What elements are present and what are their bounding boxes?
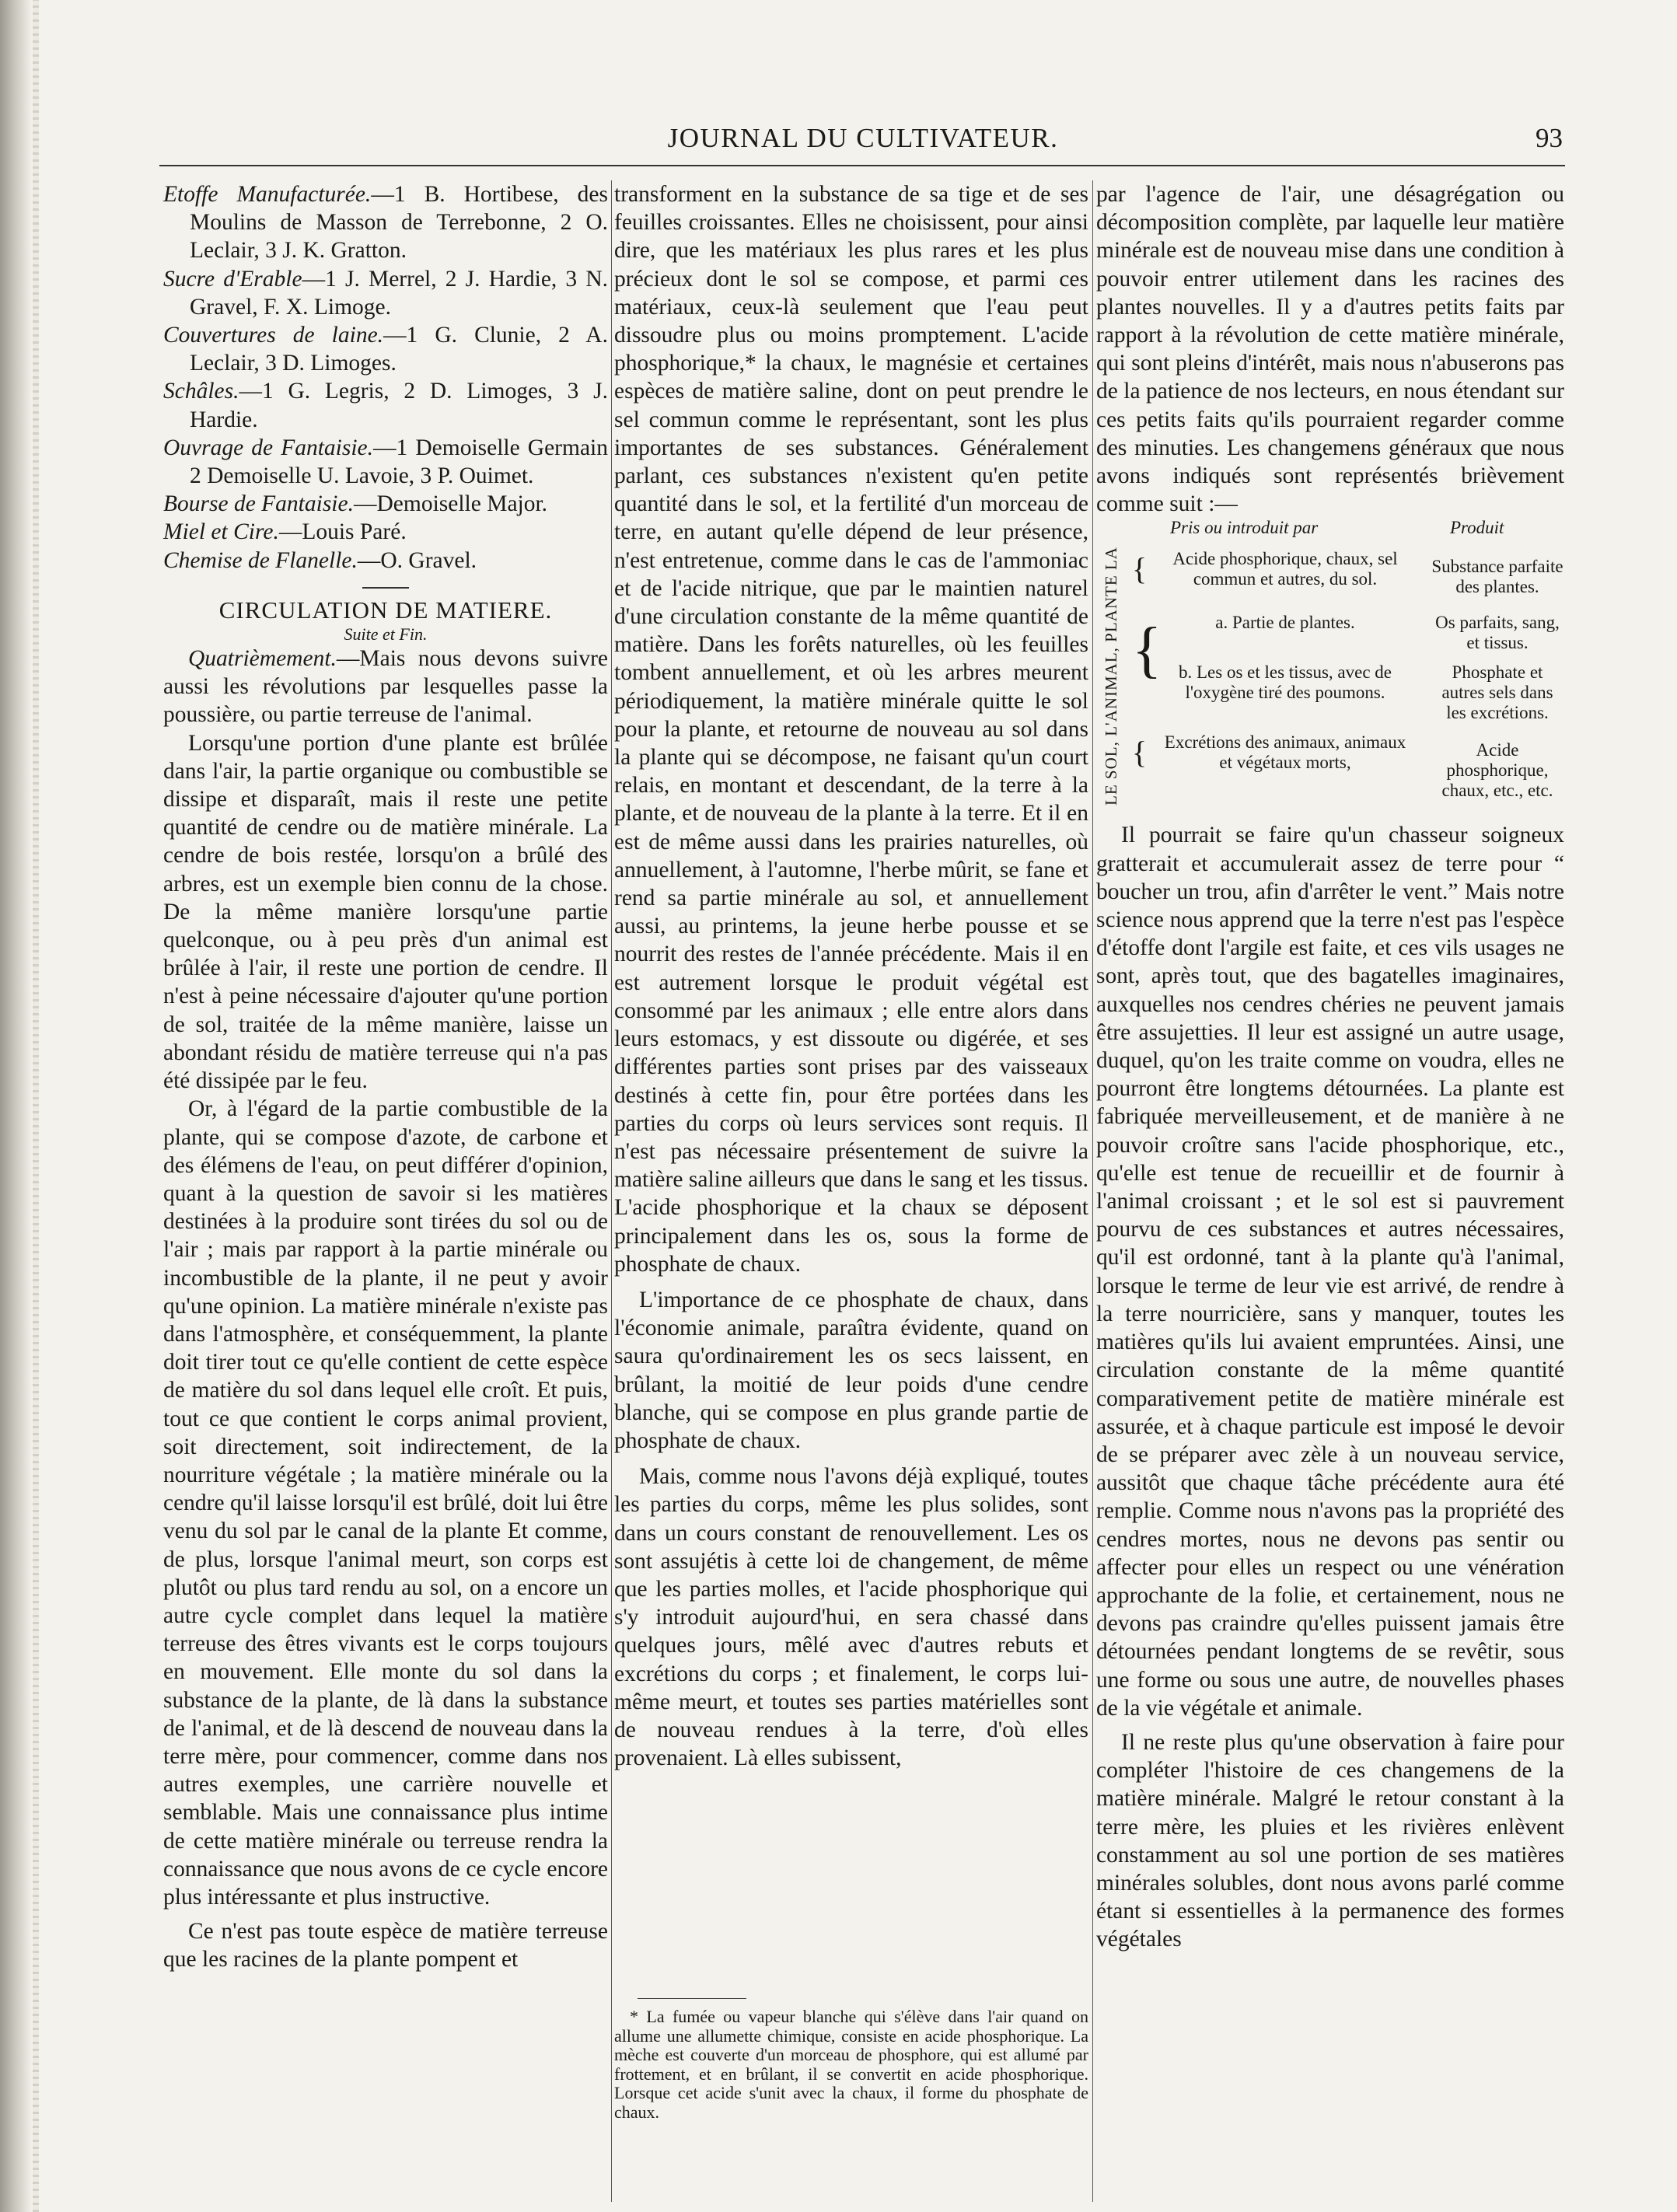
diagram-product: Substance parfaite des plantes. — [1431, 557, 1563, 597]
diagram-header-input: Pris ou introduit par — [1170, 518, 1319, 538]
diagram-side-label: LE SOL, L'ANIMAL, PLANTE LA — [1102, 547, 1120, 806]
column-1 — [163, 180, 608, 1974]
diagram-item: Acide phosphorique, chaux, sel commun et autres, du sol. — [1172, 549, 1398, 589]
footnote-rule — [638, 1998, 746, 1999]
diagram-product: Acide phosphorique, chaux, etc., etc. — [1441, 740, 1553, 801]
prize-entry: Ouvrage de Fantaisie.—1 Demoiselle Germain 2 Demoiselle U. Lavoie, 3 P. Ouimet. — [163, 435, 608, 489]
prize-entry: Bourse de Fantaisie.—Demoiselle Major. — [163, 491, 548, 517]
prize-entry: Miel et Cire.—Louis Paré. — [163, 519, 407, 545]
diagram-product: Os parfaits, sang, et tissus. — [1435, 613, 1560, 653]
diagram-item: a. Partie de plantes. — [1215, 613, 1355, 633]
prize-entry: Couvertures de laine.—1 G. Clunie, 2 A. Leclair, 3 D. Limoges. — [163, 323, 608, 376]
brace-glyph: { — [1132, 735, 1148, 771]
paragraph: Mais, comme nous l'avons déjà expliqué, toutes les parties du corps, même les plus solides, sont dans un cours constant de renouvellement. Les os sont assujétis à cette loi de changement, de même que les parties molles, et l'acide phosphorique qui s'y introduit aujourd'hui, en sera chassé dans quelques jours, mêlé avec d'autres rebuts et excrétions du corps ; et finalement, le corps lui-même meurt, et toutes ses parties matérielles sont de nouveau rendues à la terre, d'où elles provenaient. Là elles subissent, — [614, 1464, 1088, 1771]
page-edge-shadow — [0, 0, 33, 2212]
footnote: * La fumée ou vapeur blanche qui s'élève dans l'air quand on allume une allumette chimique, consiste en acide phosphorique. La mèche est couverte d'un morceau de phosphore, qui est allumé par frottement, et en brûlant, il se convertit en acide phosphorique. Lorsque cet acide s'unit avec la chaux, il forme du phosphate de chaux. — [614, 2007, 1088, 2122]
paragraph: Ce n'est pas toute espèce de matière terreuse que les racines de la plante pompent et — [163, 1919, 608, 1973]
diagram-product: Phosphate et autres sels dans les excrétions. — [1441, 662, 1553, 723]
paragraph: par l'agence de l'air, une désagrégation ou décomposition complète, par laquelle leur matière minérale est de nouveau mise dans une condition à pouvoir entrer utilement dans les racines des plantes nouvelles. Il y a d'autres petits faits par rapport à la révolution de cette matière minérale, qui sont pleins d'intérêt, mais nous n'abuserons pas de la patience de nos lecteurs, en nous étendant sur ces petits faits qu'ils pourraient regarder comme des minuties. Les changemens généraux que nous avons indiqués sont représentés brièvement comme suit :— — [1096, 182, 1564, 517]
page-binding-edge — [33, 0, 39, 2212]
prize-entry: Chemise de Flanelle.—O. Gravel. — [163, 547, 477, 573]
paragraph: transforment en la substance de sa tige et de ses feuilles croissantes. Elles ne choisissent, pour ainsi dire, que les matériaux les plus rares et les plus précieux dont le sol se compose, et parmi ces matériaux, ceux-là seulement que l'eau peut dissoudre plus ou moins promptement. L'acide phosphorique,* la chaux, le magnésie et certaines espèces de matière saline, dont on peut prendre le sel commun comme le représentant, sont les plus importantes de ses substances. Généralement parlant, ces substances n'existent qu'en petite quantité dans le sol, et la fertilité d'un morceau de terre, en autant qu'elle dépend de leur présence, n'est entretenue, comme dans le cas de l'ammoniac et de l'acide nitrique, que par le maintien naturel d'une circulation constante de la même quantité de matière. Dans les forêts naturelles, où les feuilles tombent annuellement, et où les arbres meurent périodiquement, la matière minérale quitte le sol pour la plante, et retourne de nouveau au sol dans la plante qui se décompose, ne faisant qu'un court relais, en montant et descendant, de la terre à la plante, et de nouveau de la plante à la terre. Et il en est de même aussi dans les prairies naturelles, où annuellement, à l'automne, l'herbe mûrit, se fane et rend sa partie minérale au sol, et annuellement aussi, au printems, la jeune herbe pousse et se nourrit des restes de l'année précédente. Mais il en est autrement lorsque le produit végétal est consommé par les animaux ; elle entre alors dans leurs estomacs, y est dissoute ou digérée, et ses différentes parties sont prises par des vaisseaux destinés à cette fin, pour être portées dans les parties du corps où leurs services sont requis. Il n'est pas nécessaire présentement de suivre la matière saline ailleurs que dans le sang et les tissus. L'acide phosphorique et la chaux se déposent principalement dans les os, sous la forme de phosphate de chaux. — [614, 182, 1088, 1277]
paragraph: Or, à l'égard de la partie combustible de la plante, qui se compose d'azote, de carbone et des élémens de l'eau, on peut différer d'opinion, quant à la question de savoir si les matières destinées à la produire sont tirées du sol ou de l'air ; mais par rapport à la partie minérale ou incombustible de la plante, il ne peut y avoir qu'une opinion. La matière minérale n'existe pas dans l'atmosphère, et conséquemment, la plante doit tirer tout ce qu'elle contient de cette espèce de matière du sol dans lequel elle croît. Et puis, tout ce que contient le corps animal provient, soit directement, soit indirectement, de la nourriture végétale ; la matière minérale ou la cendre qu'il laisse lorsqu'il est brûlé, doit lui être venu du sol par le canal de la plante Et comme, de plus, lorsque l'animal meurt, son corps est plutôt ou plus tard rendu au sol, on a encore un autre cycle complet dans lequel la matière terreuse des êtres vivants est le corps toujours en mouvement. Elle monte du sol dans la substance de la plante, de là dans la substance de l'animal, et de là descend de nouveau dans la terre mère, pour commencer, comme dans nos autres exemples, une carrière nouvelle et semblable. Mais une connaissance plus intime de cette matière minérale ou terreuse rendra la connaissance que nous avons de ce cycle encore plus intéressante et plus instructive. — [163, 1096, 608, 1910]
header-rule — [159, 165, 1565, 166]
paragraph: Il ne reste plus qu'une observation à faire pour compléter l'histoire de ces changemens de la matière minérale. Malgré le retour constant à la terre mère, les pluies et les rivières enlèvent constamment au sol une portion de ses matières minérales solubles, dont nous avons parlé comme étant si essentielles à la permanence des formes végétales — [1096, 1729, 1564, 1952]
section-divider — [362, 587, 409, 589]
journal-title: JOURNAL DU CULTIVATEUR. — [667, 123, 1059, 153]
column-3 — [1096, 180, 1564, 1954]
paragraph: L'importance de ce phosphate de chaux, dans l'économie animale, paraîtra évidente, quand on saura qu'ordinairement les os secs laissent, en brûlant, la moitié de leur poids d'une cendre blanche, qui se compose en plus grande partie de phosphate de chaux. — [614, 1287, 1088, 1453]
brace-glyph: { — [1132, 616, 1162, 685]
prize-entry: Sucre d'Erable—1 J. Merrel, 2 J. Hardie, 3 N. Gravel, F. X. Limoge. — [163, 266, 609, 320]
prize-entry: Etoffe Manufacturée.—1 B. Hortibese, des Moulins de Masson de Terrebonne, 2 O. Leclair, 3 J. K. Gratton. — [163, 182, 608, 264]
paragraph: Quatrièmement.—Mais nous devons suivre aussi les révolutions par lesquelles passe la poussière, ou partie terreuse de l'animal. — [163, 646, 608, 728]
diagram-item: b. Les os et les tissus, avec de l'oxygène tiré des poumons. — [1178, 662, 1392, 703]
column-rule — [1092, 180, 1093, 2202]
column-rule — [611, 180, 612, 2202]
circulation-diagram — [1096, 518, 1564, 821]
brace-glyph: { — [1132, 551, 1148, 587]
paragraph: Il pourrait se faire qu'un chasseur soigneux gratterait et accumulerait assez de terre pour “ boucher un trou, afin d'arrêter le vent.” Mais notre science nous apprend que la terre n'est pas l'espèce d'étoffe dont l'argile est faite, et ces vils usages ne sont, après tout, que des bagatelles imaginaires, auxquelles nos cendres chéries ne peuvent jamais être assujetties. Il leur est assigné un autre usage, duquel, qu'on les traite comme on voudra, elles ne pourront être longtems détournées. La plante est fabriquée merveilleusement, et de manière à ne pouvoir croître sans l'acide phosphorique, etc., qu'elle est tenue de recueillir et de fournir à l'animal croissant ; et le sol est si pauvrement pourvu de ces substances et autres nécessaires, qu'il est ordonné, tant à la plante qu'à l'animal, lorsque le terme de leur vie est arrivé, de rendre à la terre nourricière, sans y manquer, toutes les matières qu'ils lui avaient empruntées. Ainsi, une circulation constante de la même quantité comparativement petite de matière minérale est assurée, et à chaque particule est imposé le devoir de se préparer avec zèle à un nouveau service, aussitôt que chaque tâche précédente aura été remplie. Comme nous n'avons pas la propriété des cendres mortes, nous ne devons pas sentir ou affecter pour elles un respect ou une vénération approchante de la folie, et certainement, nous ne devons pas craindre qu'elles puissent jamais être détournées pendant longtems de se revêtir, sous une forme ou sous une autre, de nouvelles phases de la vie végétale et animale. — [1096, 823, 1564, 1721]
diagram-header-output: Produit — [1450, 518, 1504, 538]
article-heading: CIRCULATION DE MATIERE. — [218, 596, 553, 624]
column-2 — [614, 180, 1088, 1772]
diagram-item: Excrétions des animaux, animaux et végétaux morts, — [1164, 732, 1406, 773]
page-number: 93 — [1536, 123, 1563, 153]
prize-entry: Schâles.—1 G. Legris, 2 D. Limoges, 3 J. Hardie. — [163, 379, 608, 432]
paragraph: Lorsqu'une portion d'une plante est brûlée dans l'air, la partie organique ou combustible se dissipe et disparaît, mais il reste une petite quantité de cendre ou de matière minérale. La cendre de bois restée, lorsqu'on a brûlé des arbres, est un exemple bien connu de la chose. De la même manière lorsqu'une partie quelconque, ou à peu près d'un animal est brûlée à l'air, il reste une portion de cendre. Il n'est à peine nécessaire d'ajouter qu'une portion de sol, traitée de la même manière, laisse un abondant résidu de matière terreuse qui n'a pas été dissipée par le feu. — [163, 730, 608, 1094]
running-header — [163, 117, 1563, 163]
article-subheading: Suite et Fin. — [344, 624, 428, 645]
